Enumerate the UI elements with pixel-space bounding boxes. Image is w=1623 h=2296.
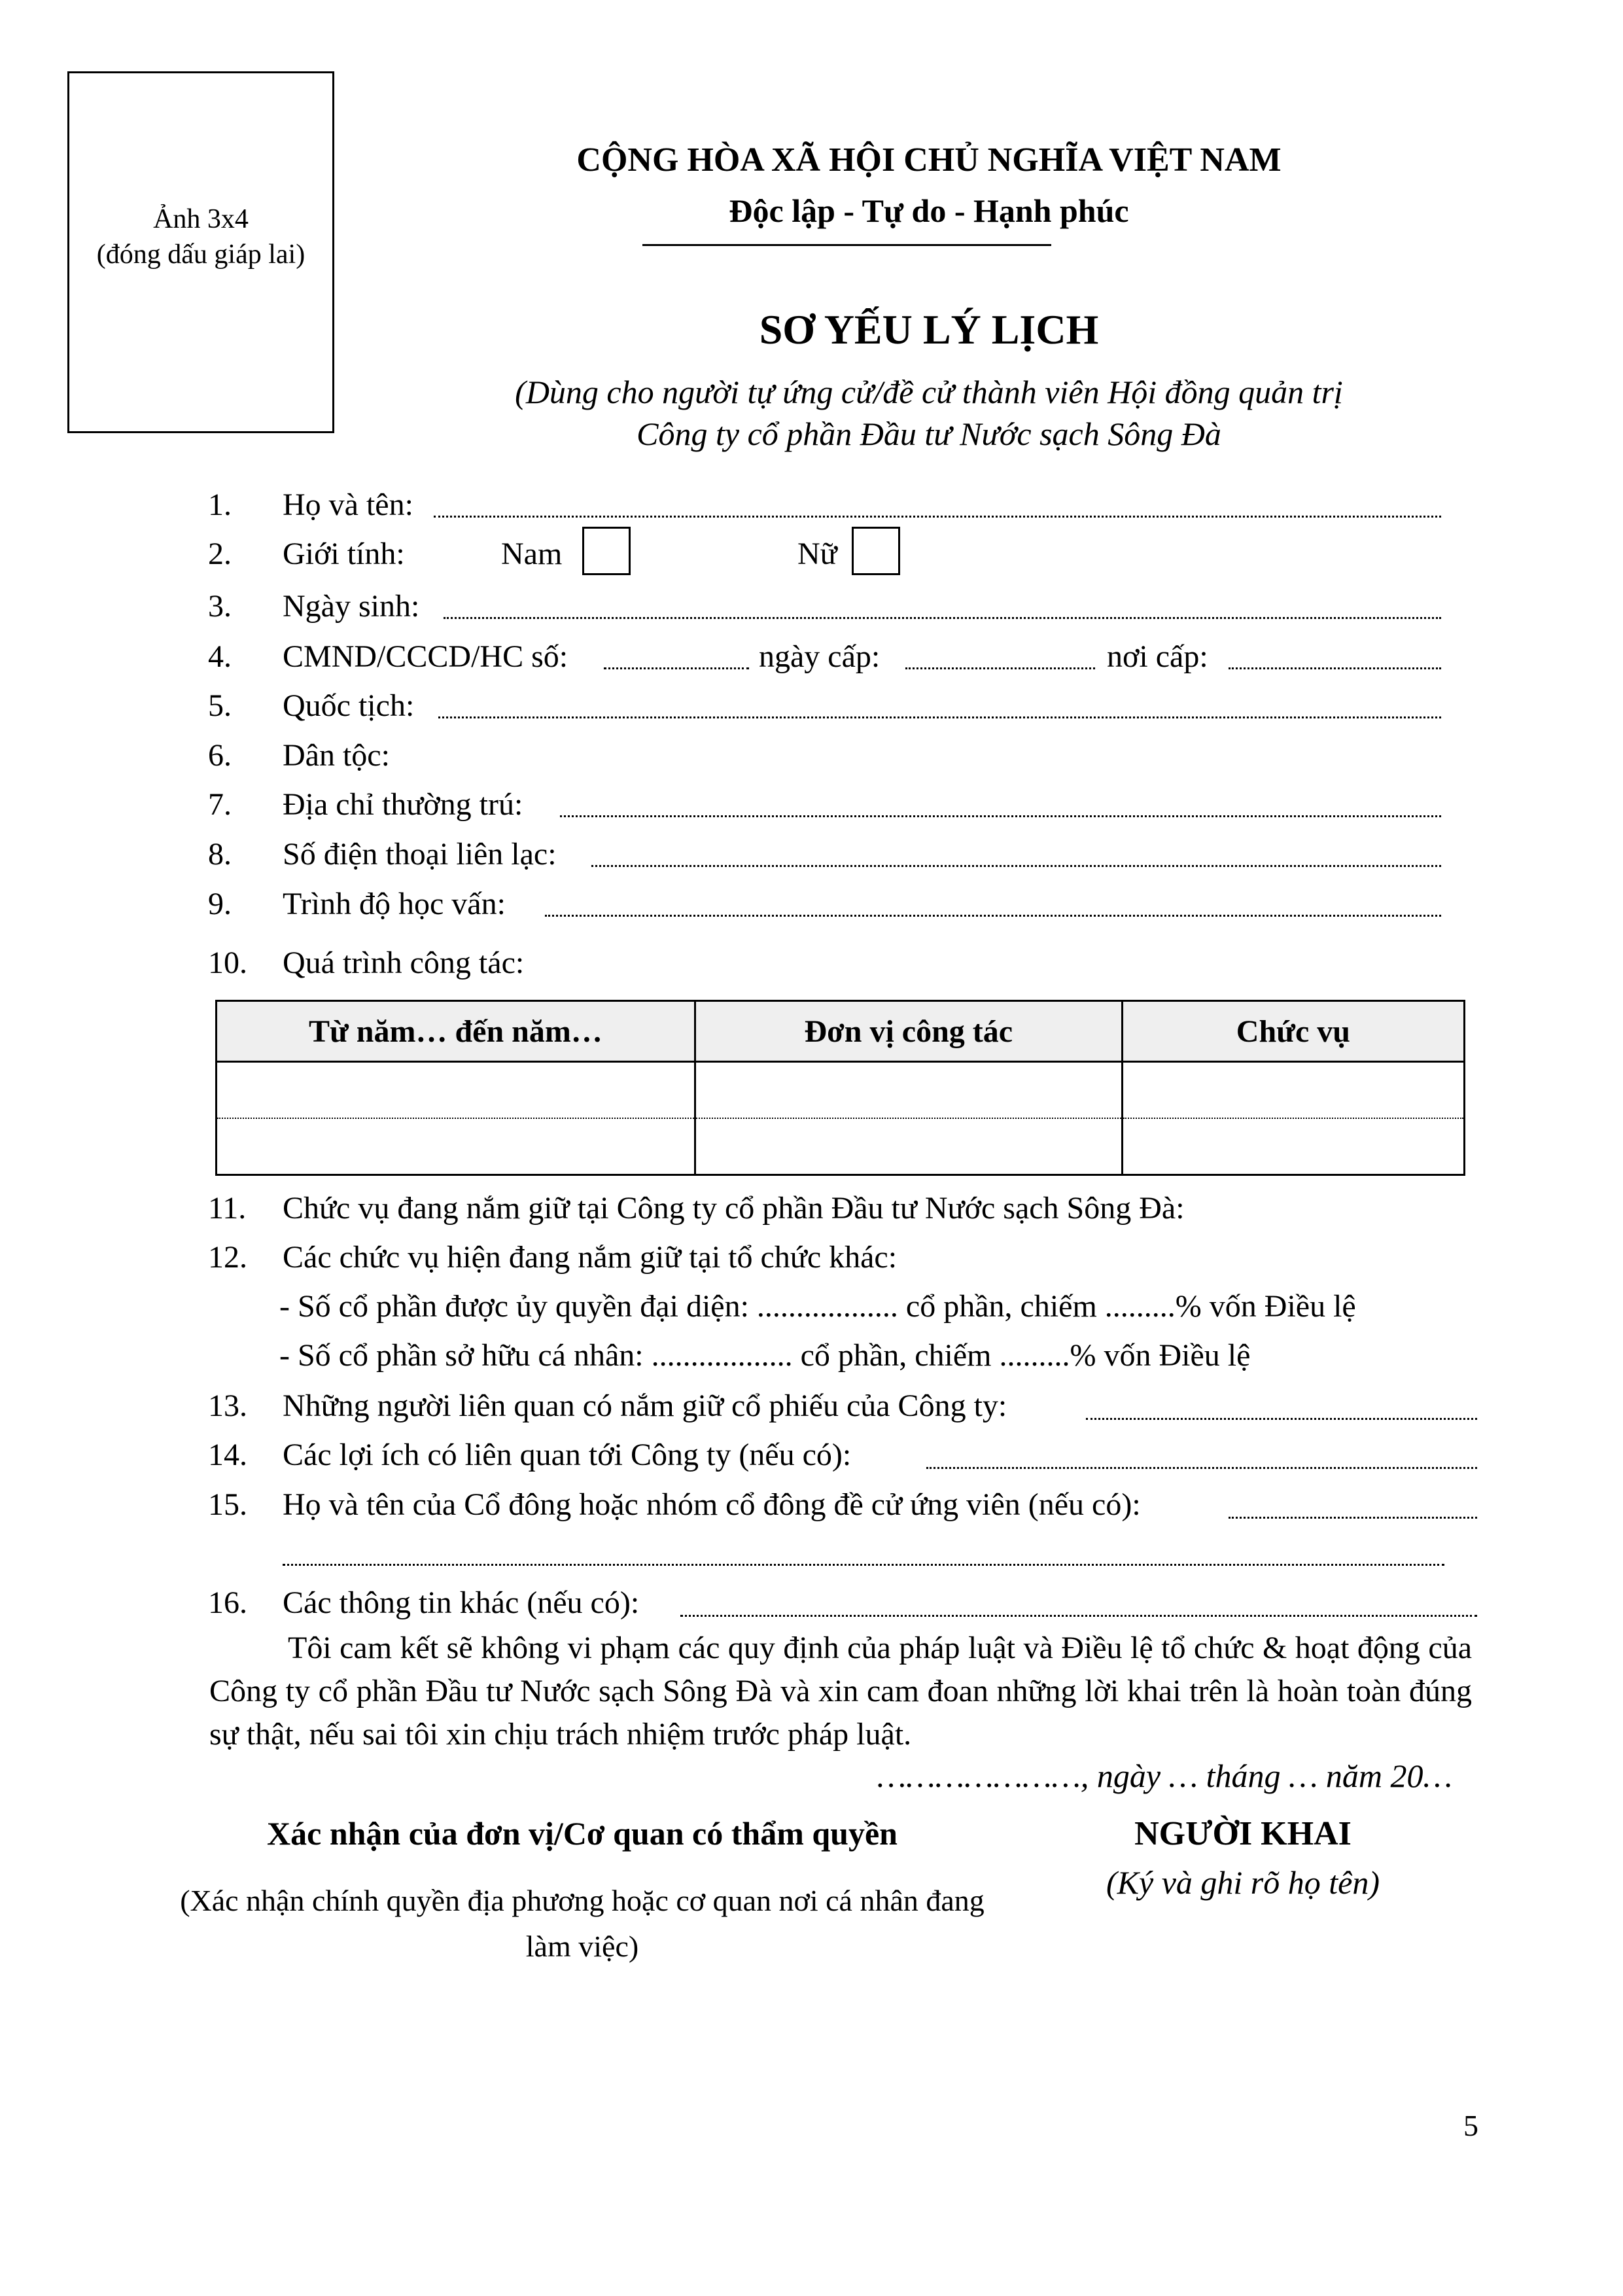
field-label: Quốc tịch:	[283, 688, 415, 723]
field-full-name	[208, 484, 1451, 526]
field-current-position	[208, 1188, 1477, 1229]
nationality-input-line[interactable]	[438, 716, 1441, 718]
field-number: 9.	[208, 887, 232, 921]
field-label: Các lợi ích có liên quan tới Công ty (nếu có):	[283, 1438, 852, 1472]
column-header-workplace: Đơn vị công tác	[695, 1001, 1122, 1062]
work-history-table	[215, 1000, 1465, 1176]
date-line[interactable]: …………………, ngày … tháng … năm 20…	[877, 1757, 1452, 1794]
field-related-benefits	[208, 1434, 1477, 1476]
phone-input-line[interactable]	[591, 865, 1441, 867]
field-number: 13.	[208, 1388, 247, 1423]
full-name-input-line[interactable]	[434, 516, 1441, 518]
table-cell[interactable]	[695, 1118, 1122, 1175]
field-label: Những người liên quan có nắm giữ cổ phiếu của Công ty:	[283, 1388, 1007, 1423]
field-label: Ngày sinh:	[283, 589, 420, 624]
table-cell[interactable]	[695, 1062, 1122, 1119]
id-number-input-line[interactable]	[604, 667, 749, 669]
address-input-line[interactable]	[560, 815, 1441, 817]
related-persons-input-line[interactable]	[1086, 1418, 1477, 1420]
gender-female-label: Nữ	[797, 537, 837, 571]
field-birth-date	[208, 586, 1451, 627]
commitment-paragraph: Tôi cam kết sẽ không vi phạm các quy định của pháp luật và Điều lệ tổ chức & hoạt động của Công ty cổ phần Đầu tư Nước sạch Sông Đà và xin cam đoan những lời khai trên là hoàn toàn đúng sự thật, nếu sai tôi xin chịu trách nhiệm trước pháp luật.	[209, 1631, 1472, 1752]
document-title: SƠ YẾU LÝ LỊCH	[759, 306, 1099, 353]
field-label: CMND/CCCD/HC số:	[283, 639, 568, 674]
nation-title: CỘNG HÒA XÃ HỘI CHỦ NGHĨA VIỆT NAM	[576, 141, 1282, 179]
other-info-input-line[interactable]	[680, 1615, 1477, 1617]
field-number: 2.	[208, 537, 232, 571]
field-number: 12.	[208, 1240, 247, 1275]
field-number: 3.	[208, 589, 232, 624]
issue-place-input-line[interactable]	[1229, 667, 1441, 669]
field-nominating-shareholder	[208, 1484, 1477, 1526]
page-number: 5	[1463, 2109, 1478, 2142]
field-number: 4.	[208, 639, 232, 674]
photo-placeholder	[67, 71, 334, 433]
birth-date-input-line[interactable]	[444, 617, 1441, 619]
photo-stamp-note: (đóng dấu giáp lai)	[96, 239, 305, 270]
table-header-row	[217, 1001, 1465, 1062]
photo-label: Ảnh 3x4	[153, 204, 249, 234]
field-work-history	[208, 942, 1451, 984]
nominating-shareholder-input-line[interactable]	[1229, 1517, 1477, 1519]
subtitle-line-2: Công ty cổ phần Đầu tư Nước sạch Sông Đà	[637, 415, 1221, 452]
column-header-position: Chức vụ	[1122, 1001, 1464, 1062]
field-number: 15.	[208, 1487, 247, 1522]
field-number: 6.	[208, 738, 232, 773]
document-subtitle	[366, 371, 1492, 455]
field-number: 1.	[208, 487, 232, 522]
owned-shares-line[interactable]: - Số cổ phần sở hữu cá nhân: .................. cổ phần, chiếm .........% vốn Điều lệ	[279, 1338, 1251, 1373]
field-permanent-address	[208, 784, 1451, 826]
issue-date-input-line[interactable]	[905, 667, 1095, 669]
gender-female-checkbox[interactable]	[852, 527, 900, 575]
field-label: Quá trình công tác:	[283, 945, 525, 980]
field-other-positions	[208, 1237, 1477, 1279]
table-cell[interactable]	[1122, 1118, 1464, 1175]
table-cell[interactable]	[217, 1062, 695, 1119]
declarant-title: NGƯỜI KHAI	[1134, 1815, 1352, 1852]
motto: Độc lập - Tự do - Hạnh phúc	[729, 192, 1129, 229]
gender-male-checkbox[interactable]	[582, 527, 631, 575]
field-label: Dân tộc:	[283, 738, 390, 773]
field-number: 5.	[208, 688, 232, 723]
table-cell[interactable]	[217, 1118, 695, 1175]
field-gender	[208, 533, 1451, 575]
field-label: Số điện thoại liên lạc:	[283, 837, 557, 872]
field-other-info	[208, 1582, 1477, 1624]
field-number: 14.	[208, 1438, 247, 1472]
field-id-number	[208, 636, 1451, 678]
field-label: Giới tính:	[283, 537, 405, 571]
related-benefits-input-line[interactable]	[926, 1467, 1477, 1469]
subtitle-line-1: (Dùng cho người tự ứng cử/đề cử thành viên Hội đồng quản trị	[515, 374, 1343, 410]
field-education	[208, 883, 1451, 925]
issue-date-label: ngày cấp:	[759, 639, 881, 674]
field-label: Các chức vụ hiện đang nắm giữ tại tổ chức khác:	[283, 1240, 898, 1275]
field-label: Chức vụ đang nắm giữ tại Công ty cổ phần Đầu tư Nước sạch Sông Đà:	[283, 1191, 1185, 1226]
field-label: Trình độ học vấn:	[283, 887, 506, 921]
table-cell[interactable]	[1122, 1062, 1464, 1119]
authority-confirmation-title: Xác nhận của đơn vị/Cơ quan có thẩm quyền	[267, 1815, 898, 1852]
authorized-shares-line[interactable]: - Số cổ phần được ủy quyền đại diện: .................. cổ phần, chiếm .........% vốn Điều lệ	[279, 1289, 1356, 1324]
table-row	[217, 1118, 1465, 1175]
issue-place-label: nơi cấp:	[1107, 639, 1208, 674]
field-number: 8.	[208, 837, 232, 872]
field-number: 16.	[208, 1585, 247, 1620]
field-number: 10.	[208, 945, 247, 980]
field-label: Họ và tên của Cổ đông hoặc nhóm cổ đông đề cử ứng viên (nếu có):	[283, 1487, 1141, 1522]
header-divider	[642, 244, 1051, 246]
field-label: Các thông tin khác (nếu có):	[283, 1585, 640, 1620]
field-number: 11.	[208, 1191, 247, 1226]
field-nationality	[208, 685, 1451, 727]
column-header-period: Từ năm… đến năm…	[217, 1001, 695, 1062]
table-row	[217, 1062, 1465, 1119]
education-input-line[interactable]	[545, 915, 1441, 917]
declarant-signature-note: (Ký và ghi rõ họ tên)	[1106, 1864, 1380, 1901]
gender-male-label: Nam	[501, 537, 563, 571]
field-related-persons	[208, 1385, 1477, 1427]
field-label: Địa chỉ thường trú:	[283, 787, 523, 822]
nominating-shareholder-continuation-line[interactable]	[283, 1564, 1444, 1566]
field-label: Họ và tên:	[283, 487, 413, 522]
field-number: 7.	[208, 787, 232, 822]
authority-confirmation-note: (Xác nhận chính quyền địa phương hoặc cơ quan nơi cá nhân đang làm việc)	[180, 1884, 985, 1963]
field-phone	[208, 834, 1451, 875]
field-ethnicity	[208, 735, 1451, 777]
